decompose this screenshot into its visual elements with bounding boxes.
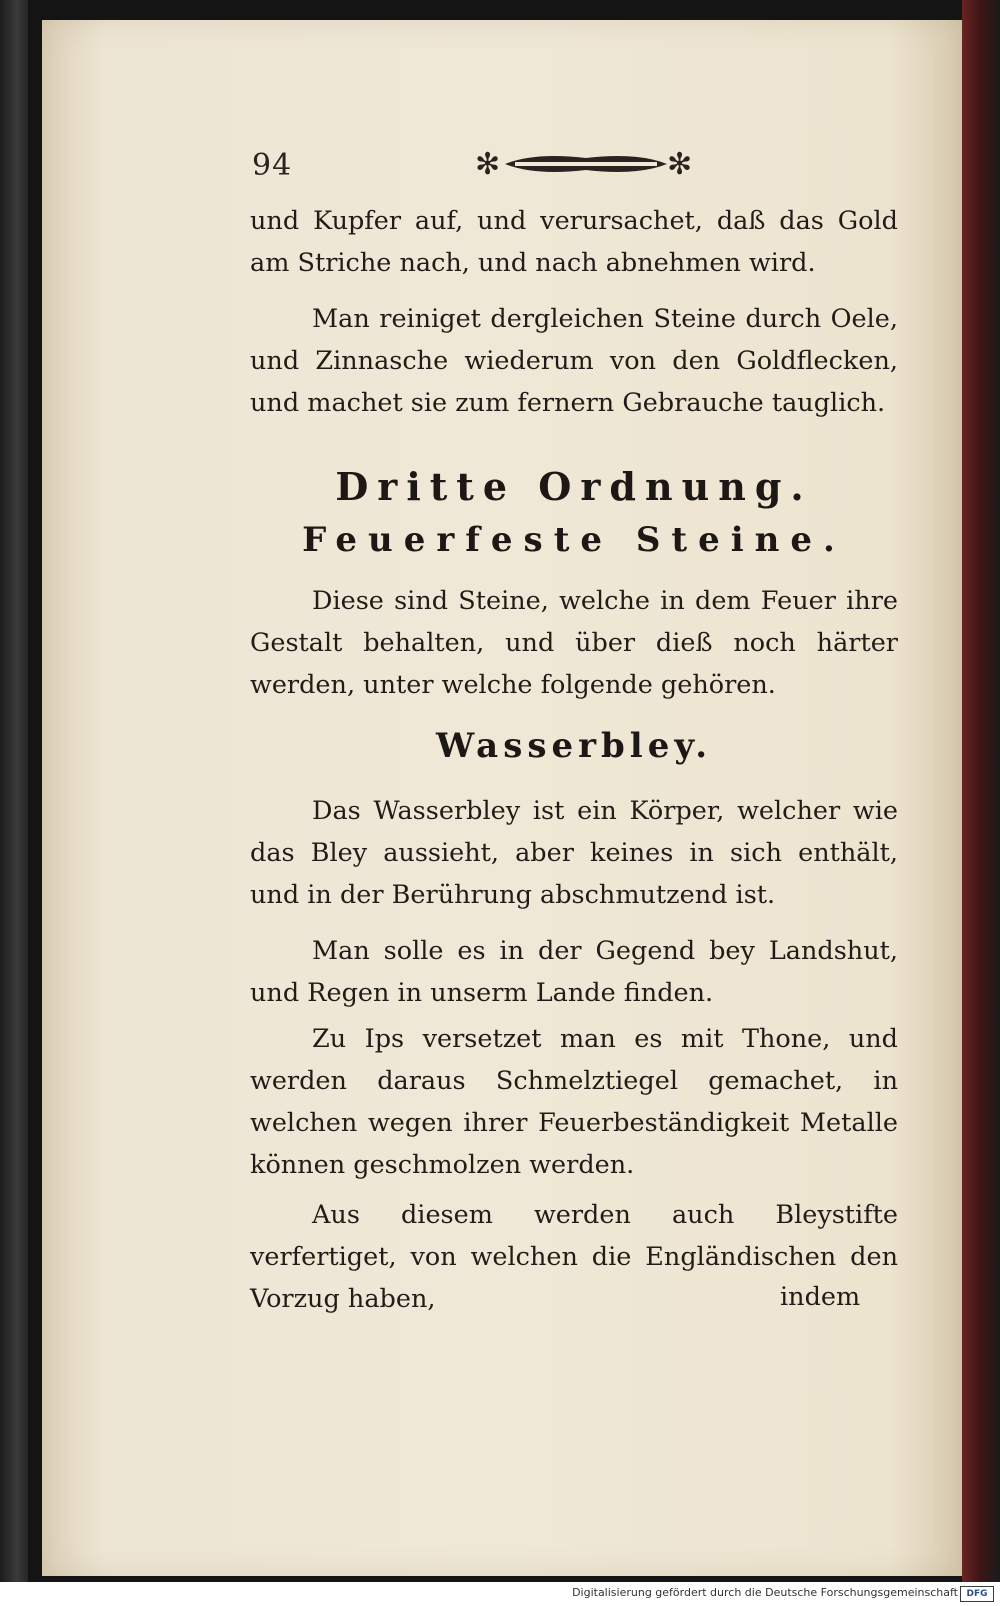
dfg-logo-icon: DFG (960, 1586, 994, 1602)
header-ornament (475, 146, 697, 182)
section-heading-class: Feuerfeste Steine. (302, 520, 846, 560)
paragraph-cleaning (250, 298, 898, 424)
paragraph-crucibles (250, 1018, 898, 1186)
paragraph-2: Man reiniget dergleichen Steine durch Oele, und Zinnasche wiederum von den Goldflecken, und machet sie zum fernern Gebrauche tauglich. (250, 304, 898, 418)
right-cover-edge (962, 0, 1000, 1582)
paragraph-location (250, 930, 898, 1014)
page-number: 94 (252, 148, 293, 183)
section-heading-order: Dritte Ordnung. (335, 464, 813, 509)
paragraph-1: und Kupfer auf, und verursachet, daß das Gold am Striche nach, und nach abnehmen wird. (250, 206, 898, 278)
paragraph-description (250, 790, 898, 916)
paragraph-5: Man solle es in der Gegend bey Landshut, und Regen in unserm Lande finden. (250, 936, 898, 1008)
catchword: indem (780, 1282, 861, 1312)
paragraph-7: Aus diesem werden auch Bleystifte verfertiget, von welchen die Engländischen den Vorzug haben, (250, 1200, 898, 1314)
paragraph-6: Zu Ips versetzet man es mit Thone, und werden daraus Schmelztiegel gemachet, in welchen wegen ihrer Feuerbeständigkeit Metalle können geschmolzen werden. (250, 1024, 898, 1180)
paragraph-continuation (250, 200, 898, 284)
mineral-heading: Wasserbley. (435, 726, 713, 766)
footer-bar (0, 1582, 1000, 1606)
left-binding-edge (0, 0, 28, 1582)
paragraph-3: Diese sind Steine, welche in dem Feuer ihre Gestalt behalten, und über dieß noch härter werden, unter welche folgende gehören. (250, 586, 898, 700)
paragraph-4: Das Wasserbley ist ein Körper, welcher wie das Bley aussieht, aber keines in sich enthält, und in der Berührung abschmutzend ist. (250, 796, 898, 910)
footer-credit: Digitalisierung gefördert durch die Deutsche Forschungsgemeinschaft (572, 1586, 958, 1599)
svg-text:✻: ✻ (667, 147, 693, 182)
svg-text:✻: ✻ (475, 147, 501, 182)
paragraph-fireproof (250, 580, 898, 706)
